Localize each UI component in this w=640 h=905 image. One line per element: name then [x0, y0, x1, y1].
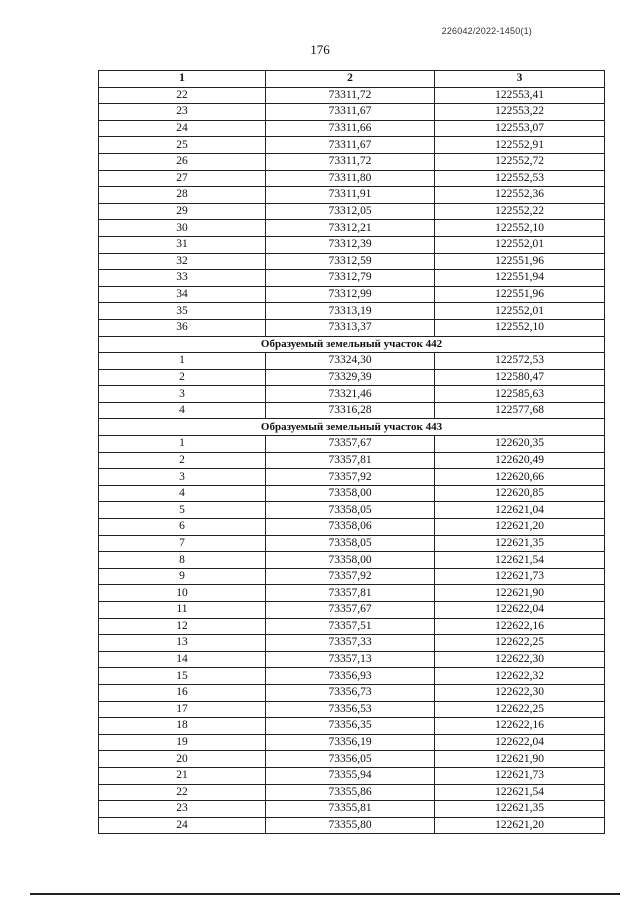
x-coordinate-cell: 73312,99	[266, 286, 435, 303]
table-row	[99, 253, 605, 270]
x-coordinate-cell: 73311,72	[266, 153, 435, 170]
table-row	[99, 718, 605, 735]
table-row	[99, 137, 605, 154]
y-coordinate-cell: 122622,25	[435, 701, 605, 718]
y-coordinate-cell: 122622,04	[435, 734, 605, 751]
y-coordinate-cell: 122622,16	[435, 618, 605, 635]
table-row	[99, 568, 605, 585]
y-coordinate-cell: 122620,85	[435, 485, 605, 502]
column-header-x: 2	[266, 71, 435, 88]
table-row	[99, 751, 605, 768]
point-number-cell: 33	[99, 270, 266, 287]
y-coordinate-cell: 122552,72	[435, 153, 605, 170]
point-number-cell: 34	[99, 286, 266, 303]
x-coordinate-cell: 73313,19	[266, 303, 435, 320]
table-row	[99, 402, 605, 419]
bottom-scan-edge-line	[30, 893, 620, 895]
x-coordinate-cell: 73312,21	[266, 220, 435, 237]
table-row	[99, 203, 605, 220]
y-coordinate-cell: 122621,35	[435, 801, 605, 818]
x-coordinate-cell: 73316,28	[266, 402, 435, 419]
point-number-cell: 29	[99, 203, 266, 220]
table-header	[99, 71, 605, 88]
table-row	[99, 519, 605, 536]
table-row	[99, 469, 605, 486]
point-number-cell: 11	[99, 602, 266, 619]
point-number-cell: 10	[99, 585, 266, 602]
point-number-cell: 27	[99, 170, 266, 187]
x-coordinate-cell: 73311,72	[266, 87, 435, 104]
table-row	[99, 684, 605, 701]
y-coordinate-cell: 122552,01	[435, 236, 605, 253]
table-row	[99, 104, 605, 121]
y-coordinate-cell: 122551,96	[435, 253, 605, 270]
x-coordinate-cell: 73355,80	[266, 817, 435, 834]
point-number-cell: 23	[99, 104, 266, 121]
x-coordinate-cell: 73357,33	[266, 635, 435, 652]
table-row	[99, 386, 605, 403]
x-coordinate-cell: 73321,46	[266, 386, 435, 403]
table-row	[99, 602, 605, 619]
point-number-cell: 32	[99, 253, 266, 270]
x-coordinate-cell: 73311,66	[266, 120, 435, 137]
point-number-cell: 22	[99, 87, 266, 104]
y-coordinate-cell: 122621,04	[435, 502, 605, 519]
x-coordinate-cell: 73313,37	[266, 319, 435, 336]
table-row	[99, 303, 605, 320]
x-coordinate-cell: 73357,92	[266, 469, 435, 486]
table-row	[99, 353, 605, 370]
table-row	[99, 651, 605, 668]
y-coordinate-cell: 122552,10	[435, 319, 605, 336]
point-number-cell: 25	[99, 137, 266, 154]
x-coordinate-cell: 73358,00	[266, 485, 435, 502]
y-coordinate-cell: 122621,90	[435, 751, 605, 768]
table-row	[99, 369, 605, 386]
x-coordinate-cell: 73357,13	[266, 651, 435, 668]
x-coordinate-cell: 73311,67	[266, 137, 435, 154]
x-coordinate-cell: 73355,81	[266, 801, 435, 818]
point-number-cell: 8	[99, 552, 266, 569]
y-coordinate-cell: 122552,22	[435, 203, 605, 220]
table-row	[99, 552, 605, 569]
page-number: 176	[310, 42, 330, 57]
point-number-cell: 1	[99, 353, 266, 370]
y-coordinate-cell: 122622,30	[435, 651, 605, 668]
y-coordinate-cell: 122621,90	[435, 585, 605, 602]
y-coordinate-cell: 122552,36	[435, 187, 605, 204]
point-number-cell: 23	[99, 801, 266, 818]
coordinates-table	[98, 70, 605, 834]
point-number-cell: 4	[99, 402, 266, 419]
y-coordinate-cell: 122621,54	[435, 552, 605, 569]
x-coordinate-cell: 73358,05	[266, 535, 435, 552]
table-row	[99, 87, 605, 104]
section-header-row	[99, 419, 605, 436]
y-coordinate-cell: 122551,94	[435, 270, 605, 287]
x-coordinate-cell: 73357,51	[266, 618, 435, 635]
x-coordinate-cell: 73357,67	[266, 436, 435, 453]
y-coordinate-cell: 122620,49	[435, 452, 605, 469]
x-coordinate-cell: 73311,80	[266, 170, 435, 187]
y-coordinate-cell: 122621,73	[435, 767, 605, 784]
point-number-cell: 26	[99, 153, 266, 170]
point-number-cell: 30	[99, 220, 266, 237]
point-number-cell: 2	[99, 452, 266, 469]
x-coordinate-cell: 73312,39	[266, 236, 435, 253]
y-coordinate-cell: 122621,35	[435, 535, 605, 552]
x-coordinate-cell: 73355,94	[266, 767, 435, 784]
point-number-cell: 12	[99, 618, 266, 635]
point-number-cell: 24	[99, 817, 266, 834]
y-coordinate-cell: 122622,25	[435, 635, 605, 652]
table-row	[99, 784, 605, 801]
point-number-cell: 28	[99, 187, 266, 204]
x-coordinate-cell: 73357,67	[266, 602, 435, 619]
y-coordinate-cell: 122580,47	[435, 369, 605, 386]
point-number-cell: 13	[99, 635, 266, 652]
table-row	[99, 817, 605, 834]
section-header-row	[99, 336, 605, 353]
x-coordinate-cell: 73324,30	[266, 353, 435, 370]
table-row	[99, 701, 605, 718]
x-coordinate-cell: 73356,73	[266, 684, 435, 701]
x-coordinate-cell: 73358,00	[266, 552, 435, 569]
y-coordinate-cell: 122620,66	[435, 469, 605, 486]
point-number-cell: 18	[99, 718, 266, 735]
y-coordinate-cell: 122622,30	[435, 684, 605, 701]
point-number-cell: 3	[99, 386, 266, 403]
point-number-cell: 16	[99, 684, 266, 701]
point-number-cell: 19	[99, 734, 266, 751]
table-row	[99, 153, 605, 170]
y-coordinate-cell: 122622,16	[435, 718, 605, 735]
x-coordinate-cell: 73311,67	[266, 104, 435, 121]
point-number-cell: 14	[99, 651, 266, 668]
point-number-cell: 20	[99, 751, 266, 768]
y-coordinate-cell: 122620,35	[435, 436, 605, 453]
x-coordinate-cell: 73311,91	[266, 187, 435, 204]
x-coordinate-cell: 73312,59	[266, 253, 435, 270]
table-row	[99, 452, 605, 469]
x-coordinate-cell: 73357,81	[266, 452, 435, 469]
table-row	[99, 485, 605, 502]
y-coordinate-cell: 122621,54	[435, 784, 605, 801]
x-coordinate-cell: 73356,53	[266, 701, 435, 718]
y-coordinate-cell: 122621,20	[435, 817, 605, 834]
point-number-cell: 7	[99, 535, 266, 552]
point-number-cell: 17	[99, 701, 266, 718]
table-row	[99, 270, 605, 287]
table-row	[99, 286, 605, 303]
header-row	[99, 71, 605, 88]
x-coordinate-cell: 73356,35	[266, 718, 435, 735]
table-row	[99, 585, 605, 602]
y-coordinate-cell: 122553,41	[435, 87, 605, 104]
column-header-point-number: 1	[99, 71, 266, 88]
point-number-cell: 24	[99, 120, 266, 137]
y-coordinate-cell: 122553,22	[435, 104, 605, 121]
column-header-y: 3	[435, 71, 605, 88]
x-coordinate-cell: 73329,39	[266, 369, 435, 386]
y-coordinate-cell: 122551,96	[435, 286, 605, 303]
table-row	[99, 668, 605, 685]
point-number-cell: 21	[99, 767, 266, 784]
section-title: Образуемый земельный участок 442	[99, 336, 605, 353]
point-number-cell: 31	[99, 236, 266, 253]
table-row	[99, 436, 605, 453]
document-id: 226042/2022-1450(1)	[441, 26, 532, 36]
point-number-cell: 9	[99, 568, 266, 585]
point-number-cell: 4	[99, 485, 266, 502]
x-coordinate-cell: 73357,81	[266, 585, 435, 602]
table-row	[99, 120, 605, 137]
point-number-cell: 36	[99, 319, 266, 336]
point-number-cell: 22	[99, 784, 266, 801]
y-coordinate-cell: 122622,32	[435, 668, 605, 685]
table-row	[99, 635, 605, 652]
x-coordinate-cell: 73357,92	[266, 568, 435, 585]
x-coordinate-cell: 73356,19	[266, 734, 435, 751]
table-row	[99, 170, 605, 187]
x-coordinate-cell: 73356,93	[266, 668, 435, 685]
x-coordinate-cell: 73356,05	[266, 751, 435, 768]
point-number-cell: 3	[99, 469, 266, 486]
y-coordinate-cell: 122552,01	[435, 303, 605, 320]
table-row	[99, 502, 605, 519]
table-row	[99, 187, 605, 204]
x-coordinate-cell: 73355,86	[266, 784, 435, 801]
y-coordinate-cell: 122552,53	[435, 170, 605, 187]
point-number-cell: 6	[99, 519, 266, 536]
y-coordinate-cell: 122585,63	[435, 386, 605, 403]
y-coordinate-cell: 122572,53	[435, 353, 605, 370]
point-number-cell: 2	[99, 369, 266, 386]
y-coordinate-cell: 122552,10	[435, 220, 605, 237]
x-coordinate-cell: 73358,05	[266, 502, 435, 519]
x-coordinate-cell: 73358,06	[266, 519, 435, 536]
y-coordinate-cell: 122553,07	[435, 120, 605, 137]
point-number-cell: 1	[99, 436, 266, 453]
section-title: Образуемый земельный участок 443	[99, 419, 605, 436]
point-number-cell: 35	[99, 303, 266, 320]
x-coordinate-cell: 73312,79	[266, 270, 435, 287]
point-number-cell: 5	[99, 502, 266, 519]
table-row	[99, 319, 605, 336]
table-row	[99, 236, 605, 253]
y-coordinate-cell: 122552,91	[435, 137, 605, 154]
table-row	[99, 220, 605, 237]
x-coordinate-cell: 73312,05	[266, 203, 435, 220]
table-row	[99, 535, 605, 552]
table-body	[99, 87, 605, 834]
point-number-cell: 15	[99, 668, 266, 685]
table-row	[99, 801, 605, 818]
y-coordinate-cell: 122621,73	[435, 568, 605, 585]
table-row	[99, 618, 605, 635]
y-coordinate-cell: 122621,20	[435, 519, 605, 536]
y-coordinate-cell: 122622,04	[435, 602, 605, 619]
y-coordinate-cell: 122577,68	[435, 402, 605, 419]
table-row	[99, 734, 605, 751]
table-row	[99, 767, 605, 784]
